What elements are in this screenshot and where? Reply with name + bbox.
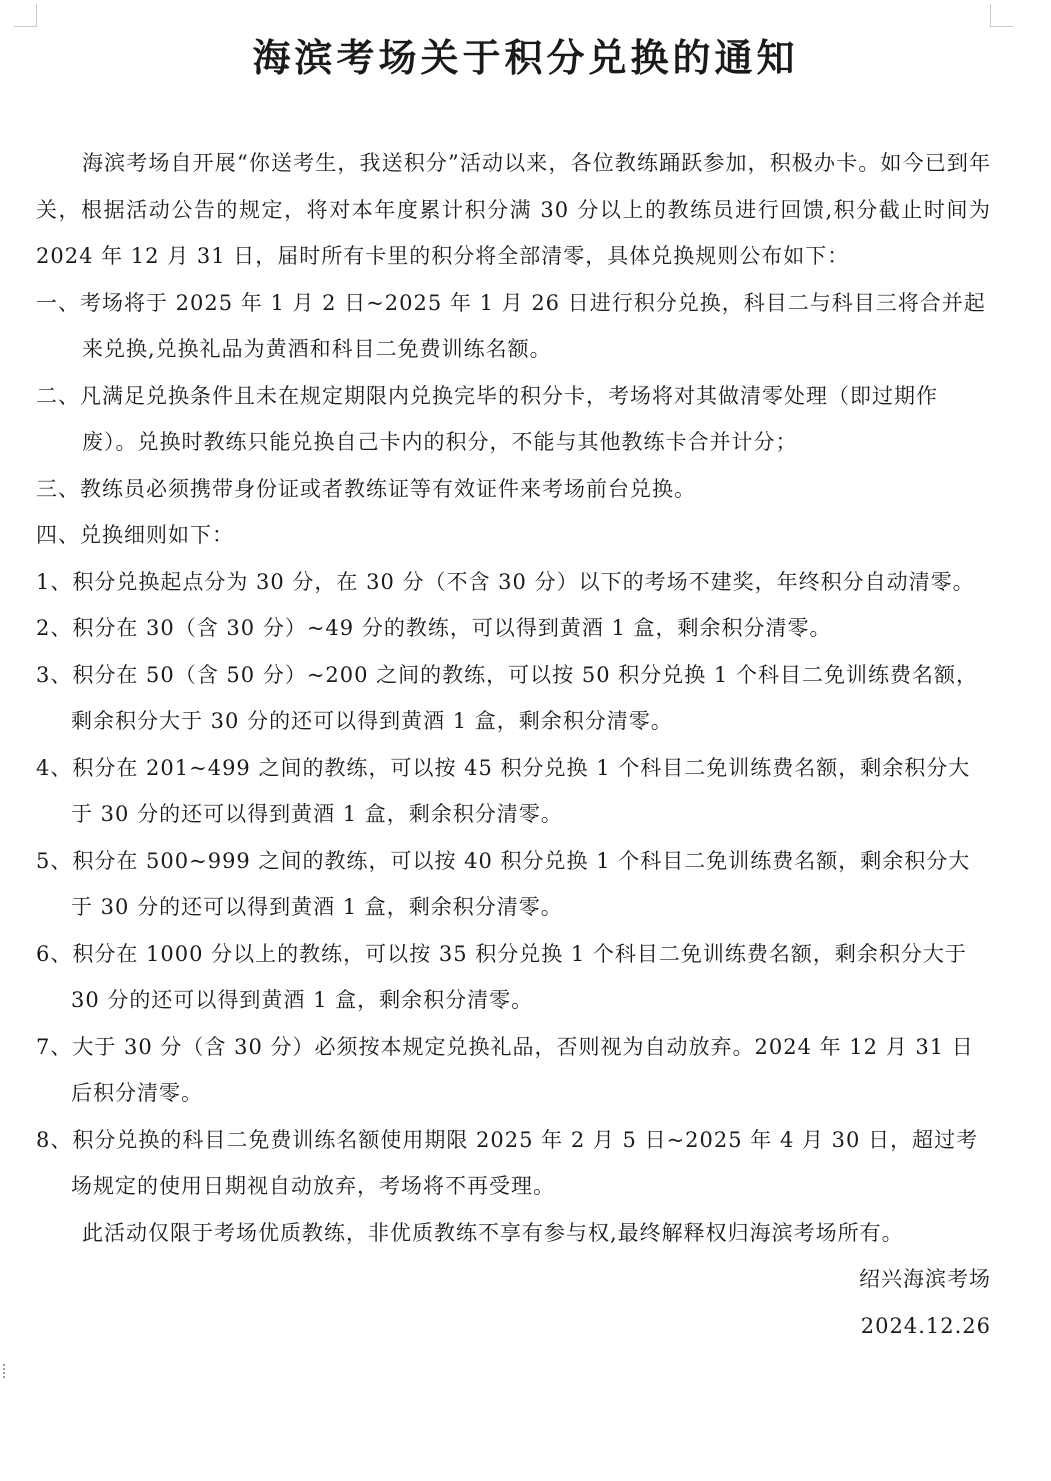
document-body	[36, 140, 991, 1349]
margin-marker	[3, 1364, 7, 1378]
section-item-2: 二、凡满足兑换条件且未在规定期限内兑换完毕的积分卡，考场将对其做清零处理（即过期作废）。兑换时教练只能兑换自己卡内的积分，不能与其他教练卡合并计分；	[36, 383, 938, 454]
signature: 绍兴海滨考场	[859, 1267, 991, 1291]
section-item-1: 一、考场将于 2025 年 1 月 2 日~2025 年 1 月 26 日进行积分兑换，科目二与科目三将合并起来兑换,兑换礼品为黄酒和科目二免费训练名额。	[36, 290, 986, 361]
rule-item-4: 4、积分在 201~499 之间的教练，可以按 45 积分兑换 1 个科目二免训练费名额，剩余积分大于 30 分的还可以得到黄酒 1 盒，剩余积分清零。	[36, 755, 971, 826]
crop-mark-top-left	[14, 4, 37, 27]
rule-item-2: 2、积分在 30（含 30 分）~49 分的教练，可以得到黄酒 1 盒，剩余积分清零。	[36, 616, 832, 640]
rule-item-5: 5、积分在 500~999 之间的教练，可以按 40 积分兑换 1 个科目二免训练费名额，剩余积分大于 30 分的还可以得到黄酒 1 盒，剩余积分清零。	[36, 848, 971, 919]
section-item-3: 三、教练员必须携带身份证或者教练证等有效证件来考场前台兑换。	[36, 476, 696, 501]
rule-item-6: 6、积分在 1000 分以上的教练，可以按 35 积分兑换 1 个科目二免训练费名额，剩余积分大于 30 分的还可以得到黄酒 1 盒，剩余积分清零。	[36, 941, 967, 1012]
document-title: 海滨考场关于积分兑换的通知	[252, 35, 799, 80]
rule-item-1: 1、积分兑换起点分为 30 分，在 30 分（不含 30 分）以下的考场不建奖，年终积分自动清零。	[36, 569, 975, 594]
rule-item-3: 3、积分在 50（含 50 分）~200 之间的教练，可以按 50 积分兑换 1 个科目二免训练费名额，剩余积分大于 30 分的还可以得到黄酒 1 盒，剩余积分清零。	[36, 662, 978, 733]
section-item-4: 四、兑换细则如下：	[36, 523, 234, 547]
rule-item-8: 8、积分兑换的科目二免费训练名额使用期限 2025 年 2 月 5 日~2025 年 4 月 30 日，超过考场规定的使用日期视自动放弃，考场将不再受理。	[36, 1127, 979, 1198]
closing-statement: 此活动仅限于考场优质教练，非优质教练不享有参与权,最终解释权归海滨考场所有。	[82, 1220, 904, 1245]
intro-paragraph: 海滨考场自开展“你送考生，我送积分”活动以来，各位教练踊跃参加，积极办卡。如今已到年关，根据活动公告的规定，将对本年度累计积分满 30 分以上的教练员进行回馈,积分截止时间为 2024 年 12 月 31 日，届时所有卡里的积分将全部清零，具体兑换规则公布如下：	[36, 151, 991, 268]
rule-item-7: 7、大于 30 分（含 30 分）必须按本规定兑换礼品，否则视为自动放弃。2024 年 12 月 31 日后积分清零。	[36, 1034, 974, 1105]
crop-mark-top-right	[990, 4, 1013, 27]
issue-date: 2024.12.26	[860, 1313, 991, 1338]
